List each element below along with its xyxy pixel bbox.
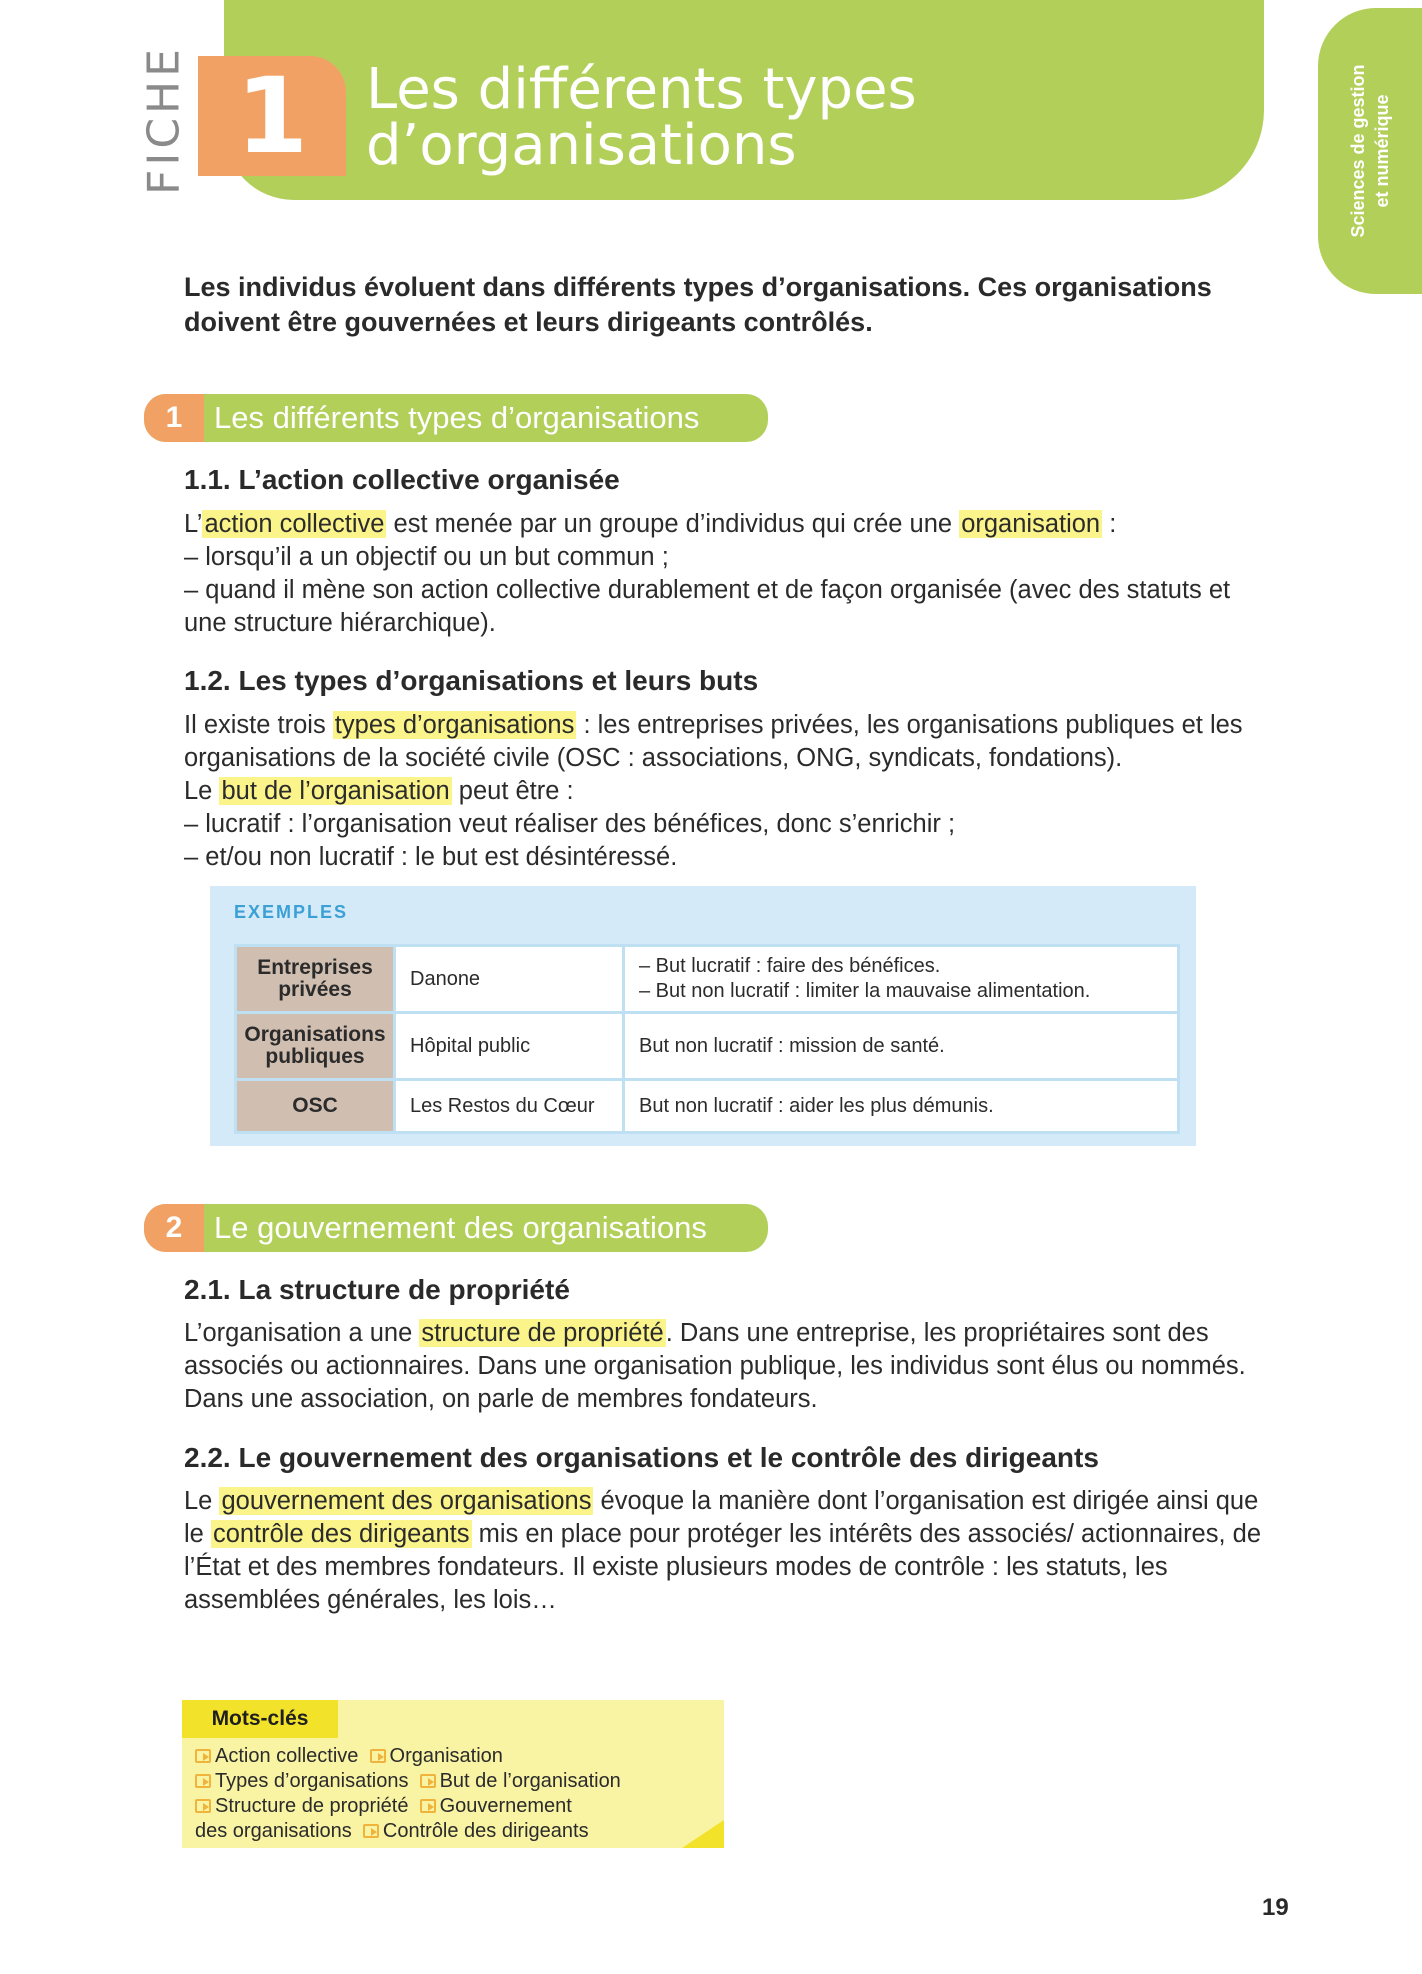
highlight-action-collective: action collective [204,510,385,538]
table-cell-category: OSC [236,1080,395,1133]
highlight-structure-propriete: structure de propriété [421,1319,664,1347]
keyword: Action collective [215,1745,359,1767]
arrow-icon [420,1774,436,1788]
keyword-gouvernement: Gouvernement [439,1795,572,1817]
table-cell-goal: But non lucratif : mission de santé. [624,1013,1179,1080]
paragraph-2-1: L’organisation a une structure de propriété. Dans une entreprise, les propriétaires sont des associés ou actionnaires. Dans une organisation publique, les individus sont élus ou nommés. Dans une association, on parle de membres fondateurs. [184,1319,1246,1413]
examples-table [234,944,1180,1134]
side-tab-line2: et numérique [1372,94,1392,208]
highlight-organisation: organisation [961,510,1101,538]
highlight-but-organisation: but de l’organisation [221,777,450,805]
subheading-1-2: 1.2. Les types d’organisations et leurs buts [184,665,759,696]
page-title-line2: d’organisations [366,113,797,178]
arrow-icon [363,1824,379,1838]
section-1-number: 1 [144,394,204,442]
subheading-2-2: 2.2. Le gouvernement des organisations et le contrôle des dirigeants [184,1442,1099,1473]
paragraph-1-1: L’action collective est menée par un groupe d’individus qui crée une organisation : – lorsqu’il a un objectif ou un but commun ; – quand il mène son action collective durablement et de façon organisée (avec des statuts et une structure hiérarchique). [184,508,1264,640]
subheading-2-1: 2.1. La structure de propriété [184,1274,570,1305]
fiche-number: 1 [198,56,346,176]
examples-box [210,886,1196,1146]
page-number: 19 [1262,1894,1289,1921]
arrow-icon [195,1774,211,1788]
page-title [366,57,1246,178]
bullet: – et/ou non lucratif : le but est désintéressé. [184,843,678,871]
table-row [236,946,1179,1013]
section-1-title: Les différents types d’organisations [214,400,700,435]
intro-text: Les individus évoluent dans différents types d’organisations. Ces organisations doivent être gouvernées et leurs dirigeants contrôlés. [184,272,1212,337]
table-row [236,1080,1179,1133]
table-cell-goal: But non lucratif : aider les plus démunis. [624,1080,1179,1133]
table-cell-org: Hôpital public [395,1013,624,1080]
table-cell-category: Entreprises privées [236,946,395,1013]
highlight-gouvernement-organisations: gouvernement des organisations [221,1487,592,1515]
chapter-side-tab [1318,8,1422,294]
page-title-line1: Les différents types [366,57,917,122]
section-2-number: 2 [144,1204,204,1252]
arrow-icon [420,1799,436,1813]
arrow-icon [195,1749,211,1763]
keywords-list [195,1744,715,1844]
table-cell-org: Danone [395,946,624,1013]
section-2-title: Le gouvernement des organisations [214,1210,707,1245]
section-1-header [144,394,768,442]
section-2-header [144,1204,768,1252]
keyword: But de l’organisation [439,1770,621,1792]
bullet: – lucratif : l’organisation veut réaliser des bénéfices, donc s’enrichir ; [184,810,956,838]
paragraph-2-2: Le gouvernement des organisations évoque la manière dont l’organisation est dirigée ainsi que le contrôle des dirigeants mis en place pour protéger les intérêts des associés/ actionnaires, de l’État et des membres fondateurs. Il existe plusieurs modes de contrôle : les statuts, les assemblées générales, les lois… [184,1487,1262,1614]
arrow-icon [370,1749,386,1763]
bullet: – quand il mène son action collective durablement et de façon organisée (avec des statuts et une structure hiérarchique). [184,576,1231,637]
paragraph-1-2: Il existe trois types d’organisations : les entreprises privées, les organisations publiques et les organisations de la société civile (OSC : associations, ONG, syndicats, fondations). Le but de l’organisation peut être : – lucratif : l’organisation veut réaliser des bénéfices, donc s’enrichir ; – et/ou non lucratif : le but est désintéressé. [184,709,1264,874]
highlight-types-organisations: types d’organisations [334,711,575,739]
keywords-title: Mots-clés [182,1700,338,1738]
table-cell-goal: – But lucratif : faire des bénéfices. – But non lucratif : limiter la mauvaise alimentation. [624,946,1179,1013]
keyword-continuation: des organisations [195,1820,352,1842]
arrow-icon [195,1799,211,1813]
examples-label: EXEMPLES [234,902,349,922]
bullet: – lorsqu’il a un objectif ou un but commun ; [184,543,669,571]
table-row [236,1013,1179,1080]
keyword: Types d’organisations [215,1770,409,1792]
keyword: Organisation [389,1745,503,1767]
table-cell-org: Les Restos du Cœur [395,1080,624,1133]
fiche-label: FICHE [138,45,190,195]
side-tab-line1: Sciences de gestion [1348,64,1368,238]
subheading-1-1: 1.1. L’action collective organisée [184,464,620,495]
keyword: Contrôle des dirigeants [382,1820,589,1842]
highlight-controle-dirigeants: contrôle des dirigeants [212,1520,470,1548]
table-cell-category: Organisations publiques [236,1013,395,1080]
keyword: Structure de propriété [215,1795,409,1817]
